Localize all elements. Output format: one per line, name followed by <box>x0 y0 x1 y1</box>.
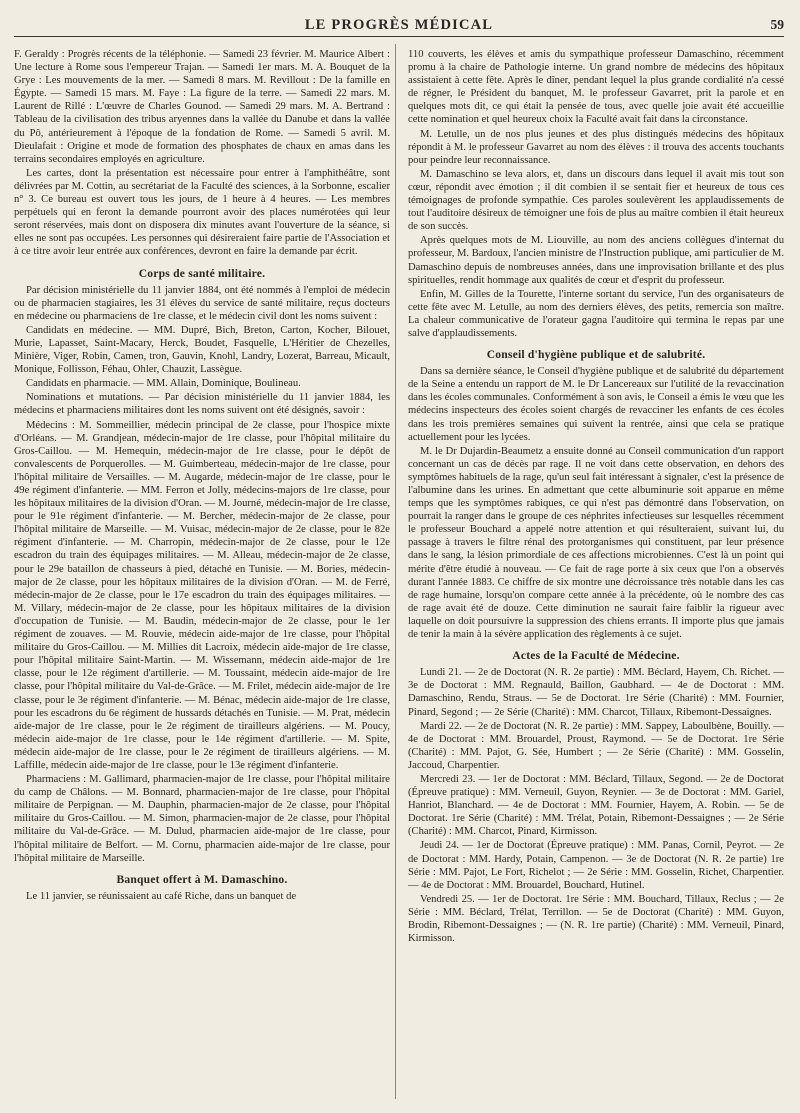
paragraph: Nominations et mutations. — Par décision ministérielle du 11 janvier 1884, les médecins et pharmaciens militaires dont les noms suivent ont été désignés, savoir : <box>14 392 390 417</box>
paragraph: Mardi 22. — 2e de Doctorat (N. R. 2e partie) : MM. Sappey, Laboulbène, Bouilly. — 4e de Doctorat : MM. Brouardel, Proust, Raymond. — 5e de Doctorat. 1re Série (Charité) : MM. Pajot, G. Sée, Humbert ; — 2e Série (Charité) : MM. Gosselin, Jaccoud, Charpentier. <box>408 720 784 771</box>
paragraph: 110 couverts, les élèves et amis du sympathique professeur Damaschino, récemment promu à la chaire de Pathologie interne. Un grand nombre de médecins des hôpitaux assistaient à cette fête. Après le dîner, pendant lequel la plus grande cordialité n'a cessé de régner, le Président du banquet, M. le professeur Gavarret, prit la parole et en quelques mots dit, ce qui était la pensée de tous, avec quelle joie avait été accueillie cette nomination et quel heureux choix la Faculté avait fait dans la circonstance. <box>408 49 784 126</box>
paragraph: Les cartes, dont la présentation est nécessaire pour entrer à l'amphithéâtre, sont délivrées par M. Cottin, au secrétariat de la Faculté des sciences, à la Sorbonne, escalier n° 3. Ce bureau est ouvert tous les jours, de 1 heure à 4 heures. — Les membres perpétuels qui en feront la demande pourront avoir des places numérotées qui leur seront réservées, mais dont on disposera dix minutes avant l'ouverture de la séance, si elles ne sont pas occupées. Les personnes qui désireraient faire partie de l'Association et à ce titre avoir leur entrée aux conférences, devront en faire la demande par écrit. <box>14 167 390 258</box>
right-column <box>408 48 784 1100</box>
paragraph: F. Geraldy : Progrès récents de la téléphonie. — Samedi 23 février. M. Maurice Albert : Une lecture à Rome sous l'empereur Trajan. — Samedi 1er mars. M. A. Bouquet de la Grye : Les mouvements de la mer. — Samedi 8 mars. M. Revillout : De la famille en Égypte. — Samedi 15 mars. M. Faye : La figure de la terre. — Samedi 22 mars. M. Laurent de Rillé : L'œuvre de Charles Gounod. — Samedi 29 mars. M. A. Bertrand : Tableau de la civilisation des tribus aryennes dans la vallée du Danube et dans la vallée du Pô, antérieurement à l'époque de la fondation de Rome. — Samedi 5 avril. M. Dieulafait : Origine et mode de formation des phosphates de chaux en amas dans les terrains secondaires employés en agriculture. <box>14 49 390 165</box>
paragraph: Dans sa dernière séance, le Conseil d'hygiène publique et de salubrité du département de la Seine a entendu un rapport de M. le Dr Lancereaux sur l'utilité de la revaccination dans les écoles communales. Conformément à son avis, le Conseil a émis le vœu que les médecins inspecteurs des écoles soient chargés de revacciner les enfants de ces écoles dans les trois premières semaines qui suivent la rentrée, ainsi que cela se pratique actuellement pour les lycées. <box>408 366 784 443</box>
page-number: 59 <box>770 17 784 32</box>
page-header <box>14 14 784 37</box>
paragraph: M. Letulle, un de nos plus jeunes et des plus distingués médecins des hôpitaux répondit à M. le professeur Gavarret au nom des élèves : il trouva des accents touchants pour peindre leur reconnaissance. <box>408 128 784 166</box>
paragraph: Médecins : M. Sommeillier, médecin principal de 2e classe, pour l'hospice mixte d'Orléans. — M. Grandjean, médecin-major de 1re classe, pour l'hôpital militaire du Gros-Caillou. — M. Hemequin, médecin-major de 1re classe, pour le dépôt de convalescents de Porquerolles. — M. Guimberteau, médecin-major de 1re classe, pour l'hôpital militaire de Versailles. — M. Augarde, médecin-major de 1re classe, pour le 49e régiment d'infanterie. — MM. Ferron et Jolly, médecins-majors de 1re classe, pour les hôpitaux militaires de la division d'Oran. — M. Journé, médecin-major de 1re classe, pour le 91e régiment d'infanterie. — M. Bercher, médecin-major de 2e classe, pour l'hôpital militaire de Marseille. — M. Vuisac, médecin-major de 2e classe, pour le 82e régiment d'infanterie. — M. Charropin, médecin-major de 2e classe, pour le 12e escadron du train des équipages militaires. — M. Alleau, médecin-major de 2e classe, pour le 29e bataillon de chasseurs à pied, détaché en Tunisie. — M. Bories, médecin-major de 2e classe, pour les hôpitaux militaires de la division d'Oran. — M. de Ferré, médecin-major de 2e classe, pour le 17e escadron du train des équipages militaires. — M. Villary, médecin-major de 2e classe, pour les hôpitaux militaires de la division d'occupation de Tunisie. — M. Baudin, médecin-major de 2e classe, pour le 1er régiment de zouaves. — M. Rouvie, médecin aide-major de 1re classe, pour l'hôpital militaire du Gros-Caillou. — M. Millies dit Lacroix, médecin aide-major de 1re classe, pour l'hôpital militaire Saint-Martin. — M. Wissemann, médecin aide-major de 1re classe, pour le 12e régiment d'artillerie. — M. Toussaint, médecin aide-major de 1re classe, pour l'hôpital militaire du Val-de-Grâce. — M. Frilet, médecin aide-major de 1re classe, pour le 3e régiment d'infanterie. — M. Bénac, médecin aide-major de 1re classe, pour les escadrons du 6e régiment de hussards détachés en Tunisie. — M. Prat, médecin aide-major de 1re classe, pour le 2e régiment de tirailleurs algériens. — M. Poucy, médecin aide-major de 1re classe, pour le 14e régiment d'artillerie. — M. Spite, médecin aide-major de 1re classe, pour le 2e régiment de tirailleurs algériens. — M. Laffille, médecin aide-major de 1re classe, pour le 13e régiment d'infanterie. <box>14 419 390 771</box>
paragraph: Par décision ministérielle du 11 janvier 1884, ont été nommés à l'emploi de médecin ou de pharmacien stagiaires, les 31 élèves du service de santé militaire, reçus docteurs en médecine ou pharmaciens de 1re classe, et le médecin civil dont les noms suivent : <box>14 284 390 322</box>
paragraph: M. Damaschino se leva alors, et, dans un discours dans lequel il avait mis tout son cœur, répondit avec émotion ; il dit combien il se sentait fier et heureux de tous ces témoignages de profonde sympathie. Ces paroles soulevèrent les applaudissements de tout l'auditoire désireux de témoigner une fois de plus au maître combien il était heureux de son succès. <box>408 168 784 233</box>
paragraph: M. le Dr Dujardin-Beaumetz a ensuite donné au Conseil communication d'un rapport concernant un cas de décès par rage. Il ne voit dans cette observation, en dehors des symptômes habituels de la rage, qu'un seul fait intéressant à signaler, c'est la présence de l'albumine dans les urines. En admettant que cette albuminurie soit apparue en même temps que les symptômes rabiques, ce qui n'est pas démontré dans l'observation, on pourrait la ranger dans le groupe de ces néphrites infectieuses sur lesquelles récemment le professeur Bouchard a appelé notre attention et qui résulteraient, suivant lui, du passage à travers le filtre rénal des protorganismes qui constituent, par leur présence dans le sang, la lésion primordiale de ces affections microbiennes. C'est là un point qui mérite d'être étudié à nouveau. — Ce fait de rage porte à six ceux que l'on a observés durant l'année 1883. Ce chiffre de six montre une décroissance très notable dans les cas de rage humaine, lorsqu'on compare cette année à la précédente, où le nombre des cas de rage avait été de douze. Cette diminution ne saurait faire faiblir la rigueur avec laquelle on doit poursuivre la suppression des chiens errants. Il importe plus que jamais de tenir la main à la sévère application des règlements à ce sujet. <box>408 445 784 641</box>
section-heading: Corps de santé militaire. <box>138 266 266 280</box>
paragraph: Lundi 21. — 2e de Doctorat (N. R. 2e partie) : MM. Béclard, Hayem, Ch. Richet. — 3e de Doctorat : MM. Regnauld, Baillon, Gaubhard. — 4e de Doctorat : MM. Damaschino, Rendu, Straus. — 5e de Doctorat. 1re Série (Charité) : MM. Fournier, Pinard, Segond ; — 2e Série (Charité) : MM. Charcot, Tillaux, Ribemont-Dessaignes. <box>408 667 784 718</box>
section-heading: Actes de la Faculté de Médecine. <box>512 649 680 663</box>
paragraph: Mercredi 23. — 1er de Doctorat : MM. Béclard, Tillaux, Segond. — 2e de Doctorat (Épreuve pratique) : MM. Verneuil, Guyon, Reynier. — 3e de Doctorat : MM. Gariel, Hanriot, Blanchard. — 4e de Doctorat : MM. Fournier, Hayem, A. Robin. — 5e de Doctorat. 1re Série (Charité) : MM. Trélat, Potain, Ribemont-Dessaignes ; — 2e Série (Charité) : MM. Charcot, Pinard, Kirmisson. <box>408 773 784 838</box>
column-divider <box>395 44 396 1099</box>
paragraph: Le 11 janvier, se réunissaient au café Riche, dans un banquet de <box>26 890 297 902</box>
journal-title: LE PROGRÈS MÉDICAL <box>304 17 494 33</box>
paragraph: Pharmaciens : M. Gallimard, pharmacien-major de 1re classe, pour l'hôpital militaire du camp de Châlons. — M. Bonnard, pharmacien-major de 1re classe, pour l'hôpital militaire de Perpignan. — M. Dauphin, pharmacien-major de 2e classe, pour l'hôpital militaire du Gros-Caillou. — M. Simon, pharmacien-major de 2e classe, pour l'hôpital militaire du Val-de-Grâce. — M. Dulud, pharmacien aide-major de 1re classe, pour l'hôpital militaire de Belfort. — M. Cornu, pharmacien aide-major de 1re classe, pour l'hôpital militaire de Marseille. <box>14 774 390 864</box>
paragraph: Candidats en pharmacie. — MM. Allain, Dominique, Boulineau. <box>26 378 301 390</box>
paragraph: Enfin, M. Gilles de la Tourette, l'interne sortant du service, l'un des organisateurs de cette fête avec M. Letulle, au nom des derniers élèves, des petits, remercia son maître. La chaleur communicative de l'orateur gagna l'auditoire qui termina le repas par une salve d'applaudissements. <box>408 288 784 339</box>
left-column <box>14 48 390 1100</box>
paragraph: Après quelques mots de M. Liouville, au nom des anciens collègues d'internat du professeur, M. Bardoux, l'ancien ministre de l'Instruction publique, ami particulier de M. Damaschino depuis de nombreuses années, dans une improvisation brillante et des plus spirituelles, rendit hommage aux qualités de cœur et d'esprit du professeur. <box>408 235 784 286</box>
paragraph: Jeudi 24. — 1er de Doctorat (Épreuve pratique) : MM. Panas, Cornil, Peyrot. — 2e de Doctorat : MM. Hardy, Potain, Campenon. — 3e de Doctorat (N. R. 2e partie) 1re Série : MM. Pajot, Le Fort, Richelot ; — 2e Série : MM. Gosselin, Richet, Charpentier. — 4e de Doctorat : MM. Brouardel, Bouchard, Hutinel. <box>408 840 784 891</box>
paragraph: Candidats en médecine. — MM. Dupré, Bich, Breton, Carton, Kocher, Bilouet, Murie, Lapasset, Saint-Macary, Herck, Boudet, Fasquelle, L'Héritier de Chezelles, Minière, Viger, Robin, Camen, tron, Gauvin, Knohl, Landry, Lozerat, Barreau, Micault, Monique, Follisson, Féhau, Ohler, Chauzit, Lassègue. <box>14 324 390 376</box>
section-heading: Conseil d'hygiène publique et de salubrité. <box>486 348 706 362</box>
paragraph: Vendredi 25. — 1er de Doctorat. 1re Série : MM. Bouchard, Tillaux, Reclus ; — 2e Série : MM. Béclard, Trélat, Terrillon. — 5e de Doctorat (Charité) : MM. Guyon, Brodin, Ribemont-Dessaignes ; — (N. R. 1re partie) (Charité) : MM. Verneuil, Pinard, Kirmisson. <box>408 893 784 945</box>
section-heading: Banquet offert à M. Damaschino. <box>116 872 288 886</box>
